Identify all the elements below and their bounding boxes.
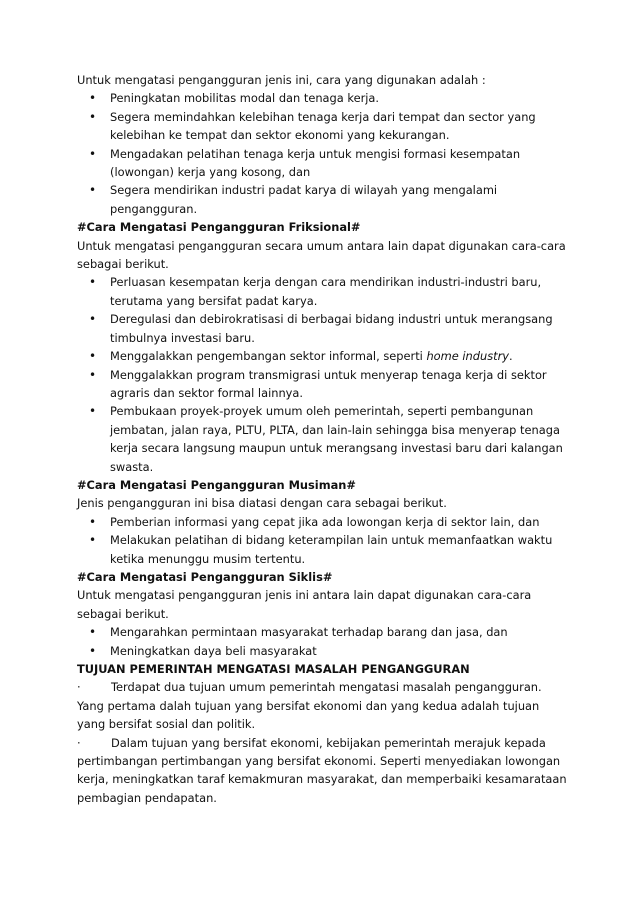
bullet-icon: • [89, 514, 97, 529]
list-item: • Segera mendirikan industri padat karya di wilayah yang mengalami pengangguran. [89, 183, 498, 216]
heading-friksional: #Cara Mengatasi Pengangguran Friksional# [77, 220, 361, 235]
bullet-icon: • [89, 109, 97, 124]
bullet-icon: • [89, 349, 97, 364]
heading-siklis: #Cara Mengatasi Pengangguran Siklis# [77, 569, 333, 584]
dot-marker: · [77, 735, 81, 750]
list-item: • Meningkatkan daya beli masyarakat [77, 642, 569, 660]
heading-musiman: #Cara Mengatasi Pengangguran Musiman# [77, 477, 356, 492]
list-item: • Mengarahkan permintaan masyarakat terhadap barang dan jasa, dan [77, 623, 569, 641]
intro-list [77, 89, 569, 218]
bullet-icon: • [89, 91, 97, 106]
list-item: • Pemberian informasi yang cepat jika ada lowongan kerja di sektor lain, dan [77, 513, 569, 531]
friksional-intro: Untuk mengatasi pengangguran secara umum antara lain dapat digunakan cara-cara sebagai berikut. [77, 238, 566, 272]
bullet-icon: • [89, 312, 97, 327]
bullet-icon: • [89, 625, 97, 640]
siklis-list [77, 623, 569, 660]
tujuan-paragraph: · Terdapat dua tujuan umum pemerintah mengatasi masalah pengangguran. Yang pertama dalah tujuan yang bersifat ekonomi dan yang kedua adalah tujuan yang bersifat sosial dan politik. [77, 680, 542, 732]
heading-tujuan: TUJUAN PEMERINTAH MENGATASI MASALAH PENGANGGURAN [77, 662, 470, 676]
bullet-icon: • [89, 146, 97, 161]
list-item: • Melakukan pelatihan di bidang keterampilan lain untuk memanfaatkan waktu ketika menunggu musim tertentu. [89, 533, 553, 566]
musiman-list [77, 513, 569, 568]
tujuan-paragraph: · Dalam tujuan yang bersifat ekonomi, kebijakan pemerintah merajuk kepada pertimbangan pertimbangan yang bersifat ekonomi. Seperti menyediakan lowongan kerja, meningkatkan taraf kemakmuran masyarakat, dan memperbaiki kesamarataan pembagian pendapatan. [77, 735, 567, 805]
siklis-intro: Untuk mengatasi pengangguran jenis ini antara lain dapat digunakan cara-cara sebagai berikut. [77, 588, 532, 621]
bullet-icon: • [89, 533, 97, 548]
bullet-icon: • [89, 275, 97, 290]
bullet-icon: • [89, 643, 97, 658]
list-item: • Menggalakkan program transmigrasi untuk menyerap tenaga kerja di sektor agraris dan sektor formal lainnya. [89, 367, 547, 400]
musiman-intro: Jenis pengangguran ini bisa diatasi dengan cara sebagai berikut. [77, 496, 447, 511]
list-item: • Deregulasi dan debirokratisasi di berbagai bidang industri untuk merangsang timbulnya investasi baru. [89, 312, 553, 345]
list-item: • Perluasan kesempatan kerja dengan cara mendirikan industri-industri baru, terutama yang bersifat padat karya. [89, 275, 542, 308]
list-item: • Segera memindahkan kelebihan tenaga kerja dari tempat dan sector yang kelebihan ke tempat dan sektor ekonomi yang kekurangan. [89, 109, 536, 143]
intro-paragraph: Untuk mengatasi pengangguran jenis ini, cara yang digunakan adalah : [77, 73, 486, 87]
bullet-icon: • [89, 404, 97, 419]
bullet-icon: • [89, 367, 97, 382]
italic-term: home industry [426, 349, 510, 364]
list-item: • Pembukaan proyek-proyek umum oleh pemerintah, seperti pembangunan jembatan, jalan raya, PLTU, PLTA, dan lain-lain sehingga bisa menyerap tenaga kerja secara langsung maupun untuk merangsang investasi baru dari kalangan swasta. [89, 404, 563, 474]
friksional-list [77, 273, 569, 475]
bullet-icon: • [89, 183, 97, 198]
dot-marker: · [77, 680, 81, 695]
list-item: • Mengadakan pelatihan tenaga kerja untuk mengisi formasi kesempatan (lowongan) kerja yang kosong, dan [89, 146, 521, 180]
list-item: • Peningkatan mobilitas modal dan tenaga kerja. [77, 89, 569, 107]
document-body [77, 71, 569, 807]
list-item: • Menggalakkan pengembangan sektor informal, seperti home industry. [77, 347, 569, 365]
